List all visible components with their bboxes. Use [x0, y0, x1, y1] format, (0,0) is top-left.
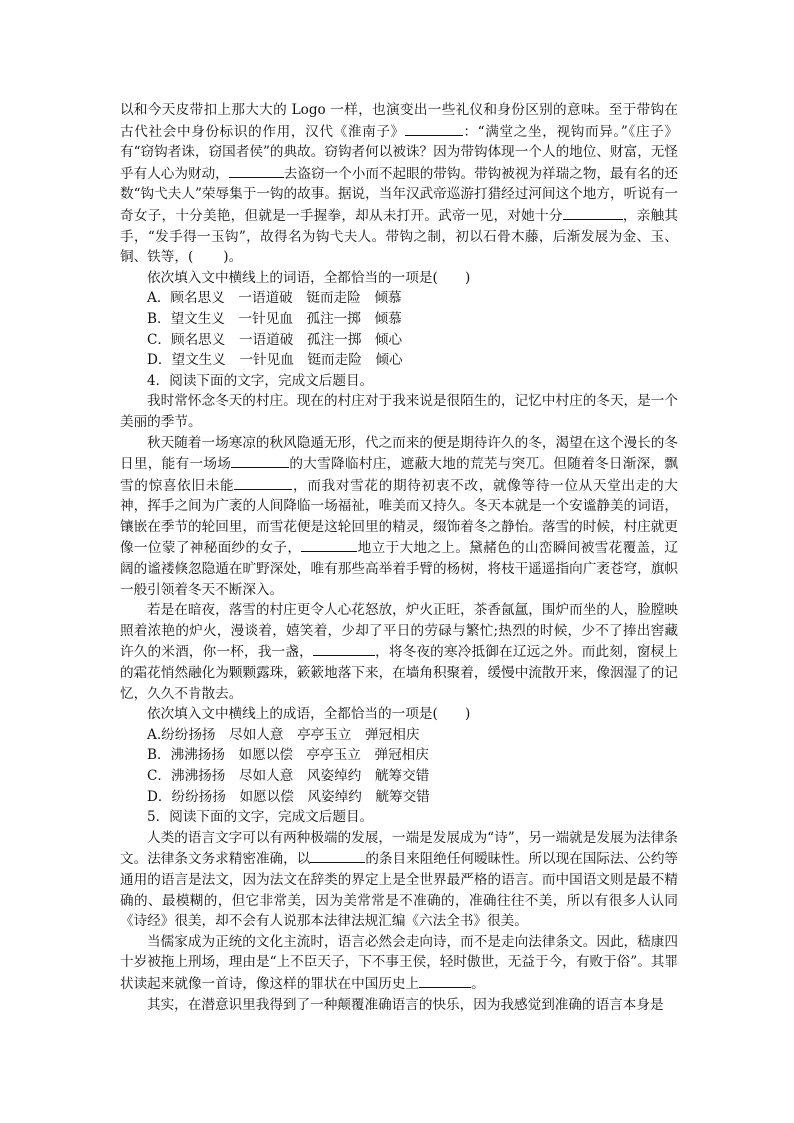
passage-text: 地立于大地之上。黛赭色的山峦瞬间被雪花覆盖，辽阔的谧褛倏忽隐遁在旷野深处，唯有那些高举着手臂的杨树，将枝干遥遥指向广袤苍穹，旗帜一般引领着冬天不断深入。: [120, 540, 679, 598]
answer-blank[interactable]: [313, 641, 375, 656]
passage-text: ，将冬夜的寒冷抵御在辽远之外。而此刻，窗棂上的霜花悄然融化为颗颗露珠，簌簌地落下来，在墙角积聚着，缓慢中流散开来，像洇湿了的记忆，久久不肯散去。: [120, 644, 679, 702]
passage-text: ，亲触其手，“发手得一玉钩”，故得名为钩弋夫人。带钩之制，初以石骨木藤，后渐发展为金、玉、铜、铁等，(: [120, 207, 679, 266]
passage-paragraph: [120, 600, 678, 704]
passage-paragraph: [120, 932, 678, 995]
answer-blank[interactable]: [301, 537, 357, 552]
passage-text: 人类的语言文字可以有两种极端的发展，一端是发展成为“诗”，另一端就是发展为法律条文。法律条文务求精密准确，以: [120, 829, 678, 868]
answer-blank[interactable]: [310, 848, 365, 863]
question-stem: 依次填入文中横线上的词语，全都恰当的一项是( ): [147, 269, 471, 286]
option-a[interactable]: A.纷纷扬扬 尽如人意 亭亭玉立 弹冠相庆: [147, 726, 420, 743]
passage-text: ，而我对雪花的期待初衷不改，就像等待一位从天堂出走的大神，挥手之间为广袤的人间降临一场福祉，唯美而又持久。冬天本就是一个安谧静美的词语，镶嵌在季节的轮回里，而雪花便是这轮回里的精灵，缀饰着冬之静怡。落雪的时候，村庄就更像一位蒙了神秘面纱的女子，: [120, 477, 679, 557]
passage-text: 的条目来阻绝任何暧昧性。所以现在国际法、公约等通用的语言是法文，因为法文在辞类的界定上是全世界最严格的语言。而中国语文则是最不精确的、最模糊的，但它非常美，因为美常常是不准确的，准确往往不美，所以有很多人认同《诗经》很美，却不会有人说那本法律法规汇编《六法全书》很美。: [120, 851, 679, 930]
passage-paragraph: [120, 433, 678, 601]
passage-text: 秋天随着一场寒凉的秋风隐遁无形，代之而来的便是期待许久的冬，渴望在这个漫长的冬日里，能有一场场: [120, 434, 678, 473]
answer-blank[interactable]: [405, 121, 463, 136]
option-d[interactable]: D．望文生义 一针见血 铤而走险 倾心: [147, 352, 403, 369]
passage-text: ：“满堂之坐，视钩而异。”《庄子》有“窃钩者诛，窃国者侯”的典故。窃钩者何以被诛？因为带钩体现一个人的地位、财富，无怪乎有人心为财动，: [120, 123, 678, 182]
passage-paragraph: 我时常怀念冬天的村庄。现在的村庄对于我来说是很陌生的，记忆中村庄的冬天，是一个美丽的季节。: [120, 393, 678, 430]
answer-blank[interactable]: [229, 163, 284, 178]
passage-text: 的大雪降临村庄，遮蔽大地的荒芜与突兀。但随着冬日渐深，飘雪的惊喜依旧未能: [120, 456, 679, 494]
passage-text: 若是在暗夜，落雪的村庄更令人心花怒放，炉火正旺，茶香氤氲，围炉而坐的人，脸膛映照着浓艳的炉火，漫谈着，嬉笑着，少却了平日的劳碌与繁忙;热烈的时候，少不了捧出窖藏许久的米酒，你一杯，我一盏，: [120, 602, 678, 661]
answer-blank[interactable]: [231, 453, 289, 468]
option-c[interactable]: C．顾名思义 一语道破 孤注一掷 倾心: [147, 331, 403, 348]
passage-text: 。: [471, 975, 485, 992]
passage-text: 当儒家成为正统的文化主流时，语言必然会走向诗，而不是走向法律条文。因此，嵇康四十岁被拖上刑场，理由是“上不臣天子，下不事王侯，轻时傲世，无益于今，有败于俗”。其罪状读起来就像一首诗，像这样的罪状在中国历史上: [120, 933, 678, 992]
passage-paragraph: [120, 828, 678, 932]
passage-text: 以和今天皮带扣上那大大的 Logo 一样，也演变出一些礼仪和身份区别的意味。至于带钩在古代社会中身份标识的作用，汉代《淮南子》: [120, 102, 678, 140]
question-heading: 4．阅读下面的文字，完成文后题目。: [147, 372, 374, 389]
passage-text: )。: [223, 249, 243, 266]
question-stem: 依次填入文中横线上的成语，全都恰当的一项是( ): [147, 706, 471, 723]
passage-paragraph: [120, 100, 678, 268]
option-c[interactable]: C．沸沸扬扬 尽如人意 风姿绰约 觥筹交错: [147, 768, 430, 784]
option-a[interactable]: A．顾名思义 一语道破 铤而走险 倾慕: [147, 290, 402, 307]
option-b[interactable]: B．沸沸扬扬 如愿以偿 亭亭玉立 弹冠相庆: [147, 747, 429, 764]
answer-blank[interactable]: [234, 475, 292, 490]
passage-paragraph: 其实，在潜意识里我得到了一种颠覆准确语言的快乐，因为我感觉到准确的语言本身是: [147, 996, 664, 1013]
question-heading: 5．阅读下面的文字，完成文后题目。: [147, 809, 374, 826]
answer-blank[interactable]: [563, 205, 623, 220]
document-page: [120, 100, 678, 1015]
option-d[interactable]: D．纷纷扬扬 如愿以偿 风姿绰约 觥筹交错: [147, 788, 430, 805]
passage-text: 去盗窃一个小而不起眼的带钩。带钩被视为祥瑞之物，最有名的还数“钩弋夫人”荣辱集于一钩的故事。据说，当年汉武帝巡游打猎经过河间这个地方，听说有一奇女子，十分美艳，但就是一手握拳，却从未打开。武帝一见，对她十分: [120, 165, 679, 224]
option-b[interactable]: B．望文生义 一针见血 孤注一掷 倾慕: [147, 310, 402, 327]
answer-blank[interactable]: [419, 973, 471, 988]
